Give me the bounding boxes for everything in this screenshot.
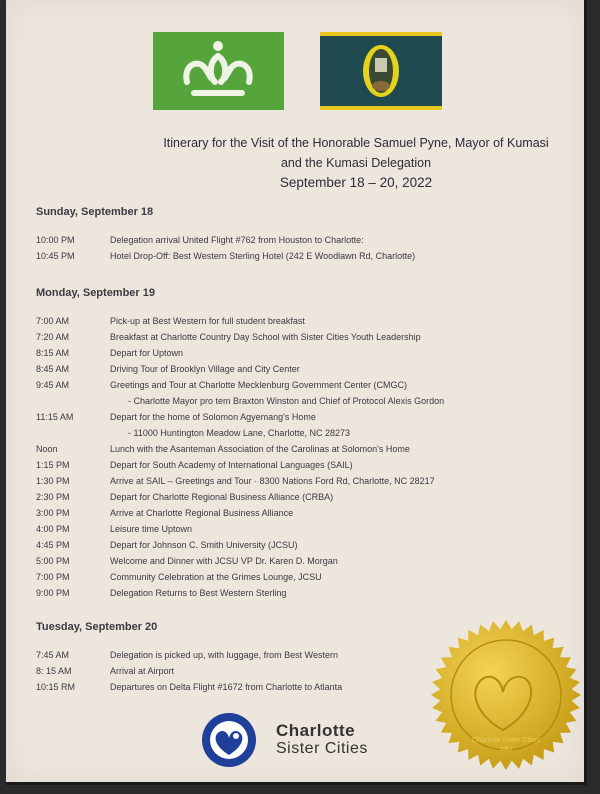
itinerary-item bbox=[36, 521, 556, 537]
kumasi-crest-icon bbox=[320, 36, 442, 106]
day-section-monday bbox=[36, 287, 556, 601]
itinerary-item bbox=[36, 377, 556, 393]
item-description: Depart for South Academy of International Languages (SAIL) bbox=[110, 460, 353, 470]
day-heading: Sunday, September 18 bbox=[36, 206, 154, 218]
item-description: Breakfast at Charlotte Country Day School with Sister Cities Youth Leadership bbox=[110, 332, 421, 342]
item-time: 9:45 AM bbox=[36, 380, 70, 390]
item-description: Pick-up at Best Western for full student breakfast bbox=[110, 316, 305, 326]
item-description: Hotel Drop-Off: Best Western Sterling Hotel (242 E Woodlawn Rd, Charlotte) bbox=[110, 251, 416, 261]
gold-seal-icon bbox=[431, 620, 581, 770]
item-time bbox=[36, 393, 110, 409]
itinerary-item bbox=[36, 361, 556, 377]
item-time: 7:00 AM bbox=[36, 316, 70, 326]
brand-line-2: Sister Cities bbox=[276, 740, 368, 757]
sister-cities-logo-icon bbox=[202, 713, 256, 767]
item-description: Depart for the home of Solomon Agyemang's Home bbox=[110, 412, 316, 422]
item-description: - 11000 Huntington Meadow Lane, Charlotte, NC 28273 bbox=[128, 428, 350, 438]
item-time: 10:00 PM bbox=[36, 235, 75, 245]
item-time: 1:30 PM bbox=[36, 476, 70, 486]
item-time: 3:00 PM bbox=[36, 508, 70, 518]
item-description: Delegation arrival United Flight #762 from Houston to Charlotte: bbox=[110, 235, 364, 245]
item-time: 8: 15 AM bbox=[36, 666, 72, 676]
item-time: 5:00 PM bbox=[36, 556, 70, 566]
itinerary-item bbox=[36, 537, 556, 553]
item-description: Driving Tour of Brooklyn Village and City Center bbox=[110, 364, 300, 374]
item-description: Leisure time Uptown bbox=[110, 524, 193, 534]
itinerary-title bbox=[106, 134, 600, 193]
day-section-sunday bbox=[36, 206, 556, 264]
item-description: Lunch with the Asanteman Association of the Carolinas at Solomon's Home bbox=[110, 444, 410, 454]
sister-cities-brand bbox=[276, 722, 368, 758]
seal-text: Charlotte Sister Cities bbox=[472, 737, 540, 744]
item-description: Welcome and Dinner with JCSU VP Dr. Karen D. Morgan bbox=[110, 556, 338, 566]
title-dates: September 18 – 20, 2022 bbox=[279, 175, 433, 190]
itinerary-subitem bbox=[36, 425, 556, 441]
itinerary-item bbox=[36, 409, 556, 425]
crown-icon bbox=[153, 32, 284, 110]
item-description: Arrive at SAIL – Greetings and Tour · 8300 Nations Ford Rd, Charlotte, NC 28217 bbox=[110, 476, 435, 486]
item-time: 9:00 PM bbox=[36, 588, 70, 598]
item-time: 8:15 AM bbox=[36, 348, 70, 358]
itinerary-item bbox=[36, 329, 556, 345]
itinerary-subitem bbox=[36, 393, 556, 409]
item-description: Greetings and Tour at Charlotte Mecklenburg Government Center (CMGC) bbox=[110, 380, 407, 390]
itinerary-item bbox=[36, 569, 556, 585]
item-description: Depart for Charlotte Regional Business Alliance (CRBA) bbox=[110, 492, 334, 502]
item-time: Noon bbox=[36, 444, 58, 454]
item-description: Depart for Uptown bbox=[110, 348, 184, 358]
itinerary-item bbox=[36, 457, 556, 473]
item-time: 4:45 PM bbox=[36, 540, 70, 550]
item-time: 8:45 AM bbox=[36, 364, 70, 374]
item-description: Depart for Johnson C. Smith University (JCSU) bbox=[110, 540, 298, 550]
item-time: 7:00 PM bbox=[36, 572, 70, 582]
day-heading: Tuesday, September 20 bbox=[36, 621, 158, 633]
item-time: 1:15 PM bbox=[36, 460, 70, 470]
item-time: 10:45 PM bbox=[36, 251, 75, 261]
item-description: Arrival at Airport bbox=[110, 666, 175, 676]
itinerary-item bbox=[36, 585, 556, 601]
item-description: Arrive at Charlotte Regional Business Alliance bbox=[110, 508, 294, 518]
title-line-2: and the Kumasi Delegation bbox=[280, 155, 432, 170]
item-description: Community Celebration at the Grimes Lounge, JCSU bbox=[110, 572, 322, 582]
kumasi-flag bbox=[320, 32, 442, 110]
item-time: 4:00 PM bbox=[36, 524, 70, 534]
item-time: 10:15 RM bbox=[36, 682, 76, 692]
itinerary-page bbox=[6, 0, 587, 785]
item-time: 2:30 PM bbox=[36, 492, 70, 502]
itinerary-item bbox=[36, 345, 556, 361]
item-description: Delegation Returns to Best Western Sterling bbox=[110, 588, 287, 598]
item-description: - Charlotte Mayor pro tem Braxton Winston and Chief of Protocol Alexis Gordon bbox=[128, 396, 445, 406]
itinerary-item bbox=[36, 553, 556, 569]
item-description: Delegation is picked up, with luggage, from Best Western bbox=[110, 650, 338, 660]
itinerary-item bbox=[36, 473, 556, 489]
seal-year: 1962 bbox=[499, 747, 513, 753]
item-description: Departures on Delta Flight #1672 from Charlotte to Atlanta bbox=[110, 682, 343, 692]
itinerary-item bbox=[36, 232, 556, 248]
day-heading: Monday, September 19 bbox=[36, 287, 155, 299]
brand-line-1: Charlotte bbox=[276, 721, 356, 740]
item-time: 7:20 AM bbox=[36, 332, 70, 342]
itinerary-item bbox=[36, 505, 556, 521]
itinerary-item bbox=[36, 248, 556, 264]
itinerary-item bbox=[36, 313, 556, 329]
itinerary-item bbox=[36, 441, 556, 457]
item-time: 7:45 AM bbox=[36, 650, 70, 660]
title-line-1: Itinerary for the Visit of the Honorable Samuel Pyne, Mayor of Kumasi bbox=[163, 136, 549, 150]
item-time bbox=[36, 425, 110, 441]
item-time: 11:15 AM bbox=[36, 412, 74, 422]
itinerary-item bbox=[36, 489, 556, 505]
charlotte-crown-flag bbox=[153, 32, 284, 110]
